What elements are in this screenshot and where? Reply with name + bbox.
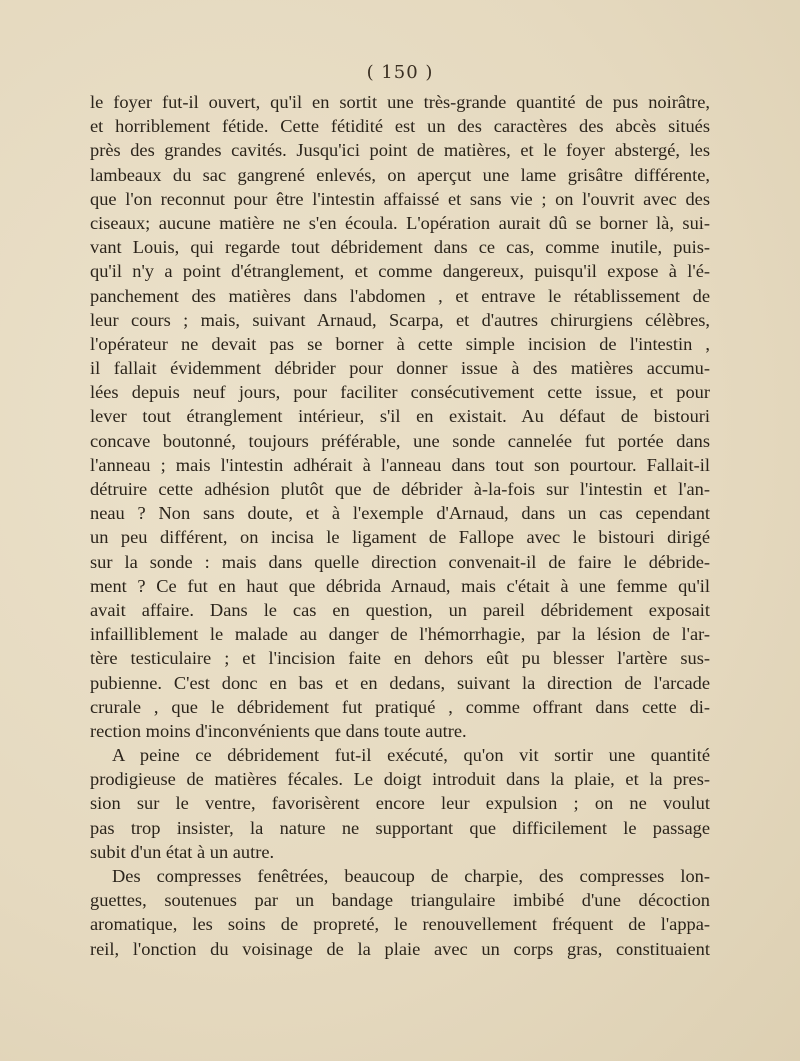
text-line: lambeaux du sac gangrené enlevés, on aperçut une lame grisâtre différente, bbox=[90, 164, 710, 185]
text-line: pubienne. C'est donc en bas et en dedans, suivant la direction de l'arcade bbox=[90, 672, 710, 693]
text-line: il fallait évidemment débrider pour donner issue à des matières accumu- bbox=[90, 358, 710, 379]
text-line: ment ? Ce fut en haut que débrida Arnaud, mais c'était à une femme qu'il bbox=[90, 575, 710, 596]
text-line: un peu différent, on incisa le ligament de Fallope avec le bistouri dirigé bbox=[90, 527, 710, 548]
text-line: près des grandes cavités. Jusqu'ici point de matières, et le foyer abstergé, les bbox=[90, 140, 710, 161]
text-line: concave boutonné, toujours préférable, une sonde cannelée fut portée dans bbox=[90, 430, 710, 451]
text-line: qu'il n'y a point d'étranglement, et comme dangereux, puisqu'il expose à l'é- bbox=[90, 261, 710, 282]
text-line: et horriblement fétide. Cette fétidité est un des caractères des abcès situés bbox=[90, 116, 710, 137]
text-line: le foyer fut-il ouvert, qu'il en sortit une très-grande quantité de pus noirâtre, bbox=[90, 92, 710, 112]
text-line: vant Louis, qui regarde tout débridement dans ce cas, comme inutile, puis- bbox=[90, 237, 710, 258]
text-line: aromatique, les soins de propreté, le renouvellement fréquent de l'appa- bbox=[90, 914, 710, 935]
text-line: prodigieuse de matières fécales. Le doigt introduit dans la plaie, et la pres- bbox=[90, 769, 710, 790]
paragraph bbox=[90, 864, 710, 961]
text-line: sion sur le ventre, favorisèrent encore leur expulsion ; on ne voulut bbox=[90, 793, 710, 814]
text-line: détruire cette adhésion plutôt que de débrider à-la-fois sur l'intestin et l'an- bbox=[90, 479, 710, 499]
text-line: ciseaux; aucune matière ne s'en écoula. L'opération aurait dû se borner là, sui- bbox=[90, 212, 710, 233]
text-line: rection moins d'inconvénients que dans toute autre. bbox=[90, 720, 467, 741]
text-line: lever tout étranglement intérieur, s'il en existait. Au défaut de bistouri bbox=[90, 406, 710, 427]
text-line: lées depuis neuf jours, pour faciliter consécutivement cette issue, et pour bbox=[90, 382, 710, 403]
text-line: pas trop insister, la nature ne supportant que difficilement le passage bbox=[90, 817, 710, 838]
text-line: subit d'un état à un autre. bbox=[90, 841, 275, 862]
text-line: Des compresses fenêtrées, beaucoup de charpie, des compresses lon- bbox=[112, 866, 710, 886]
page-number: ( 150 ) bbox=[366, 62, 434, 83]
text-line: que l'on reconnut pour être l'intestin affaissé et sans vie ; on l'ouvrit avec des bbox=[90, 188, 710, 209]
text-line: sur la sonde : mais dans quelle direction convenait-il de faire le débride- bbox=[90, 551, 710, 572]
text-line: tère testiculaire ; et l'incision faite en dehors eût pu blesser l'artère sus- bbox=[90, 648, 710, 669]
text-line: guettes, soutenues par un bandage triangulaire imbibé d'une décoction bbox=[90, 890, 710, 911]
text-line: leur cours ; mais, suivant Arnaud, Scarpa, et d'autres chirurgiens célèbres, bbox=[90, 309, 710, 330]
paragraph bbox=[90, 90, 710, 743]
text-line: crurale , que le débridement fut pratiqué , comme offrant dans cette di- bbox=[90, 696, 710, 717]
text-line: infailliblement le malade au danger de l'hémorrhagie, par la lésion de l'ar- bbox=[90, 624, 710, 645]
text-line: panchement des matières dans l'abdomen , et entrave le rétablissement de bbox=[90, 285, 710, 306]
text-line: A peine ce débridement fut-il exécuté, qu'on vit sortir une quantité bbox=[112, 745, 710, 766]
text-line: avait affaire. Dans le cas en question, un pareil débridement exposait bbox=[90, 599, 710, 620]
text-line: reil, l'onction du voisinage de la plaie avec un corps gras, constituaient bbox=[90, 938, 710, 959]
text-line: l'opérateur ne devait pas se borner à cette simple incision de l'intestin , bbox=[90, 333, 710, 354]
text-line: l'anneau ; mais l'intestin adhérait à l'anneau dans tout son pourtour. Fallait-il bbox=[90, 454, 710, 475]
paragraph bbox=[90, 743, 710, 864]
text-line: neau ? Non sans doute, et à l'exemple d'Arnaud, dans un cas cependant bbox=[90, 503, 710, 524]
body-text bbox=[90, 90, 710, 961]
